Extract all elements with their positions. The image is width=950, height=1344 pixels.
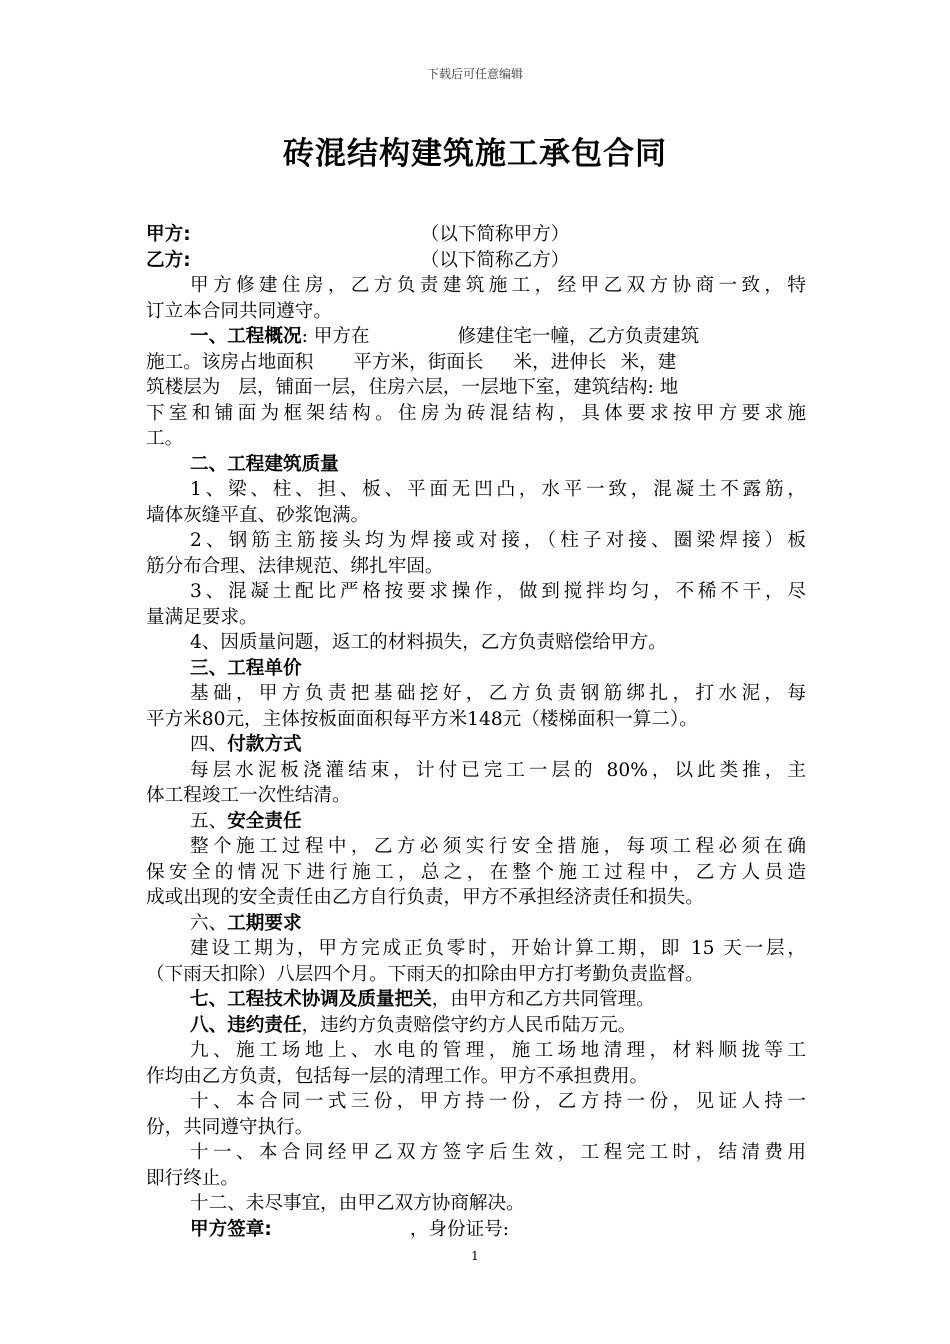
section-3-heading: 三、工程单价 <box>190 657 302 679</box>
section-3-line-1: 基础，甲方负责把基础挖好，乙方负责钢筋绑扎，打水泥，每 <box>190 683 806 704</box>
section-4-number: 四、 <box>190 734 228 755</box>
section-1-text: 层，铺面一层，住房六层，一层地下室，建筑结构: 地 <box>238 377 679 398</box>
section-6-line-1: 建设工期为，甲方完成正负零时，开始计算工期，即 15 天一层， <box>190 938 806 959</box>
section-3-line-2: 平方米80元，主体按板面面积每平方米148元（楼梯面积一算二）。 <box>146 708 698 730</box>
page-number: 1 <box>471 1249 479 1263</box>
signature-label: 甲方签章: <box>190 1218 272 1240</box>
section-2-item-2: 2、钢筋主筋接头均为焊接或对接，（柱子对接、圈梁焊接）板 <box>190 530 806 551</box>
section-5-line-2: 保安全的情况下进行施工，总之，在整个施工过程中，乙方人员造 <box>146 861 806 883</box>
section-8-heading: 八、违约责任 <box>190 1014 302 1036</box>
section-2-item-4: 4、因质量问题，返工的材料损失，乙方负责赔偿给甲方。 <box>190 632 667 653</box>
section-4-line-1: 每层水泥板浇灌结束，计付已完工一层的 80%，以此类推，主 <box>190 759 806 781</box>
signature-line <box>146 1217 806 1243</box>
section-10-line-2: 份，共同遵守执行。 <box>146 1116 314 1138</box>
section-2-item-1: 1、梁、柱、担、板、平面无凹凸，水平一致，混凝土不露筋， <box>190 479 806 500</box>
section-1-text: 筑楼层为 <box>146 377 221 398</box>
section-5-line-3: 成或出现的安全责任由乙方自行负责，甲方不承担经济责任和损失。 <box>146 887 704 908</box>
section-5-number: 五、 <box>190 810 228 832</box>
section-2-item-1-cont: 墙体灰缝平直、砂浆饱满。 <box>146 504 370 526</box>
contract-title: 砖混结构建筑施工承包合同 <box>283 136 667 172</box>
intro-line-2: 订立本合同共同遵守。 <box>146 300 332 322</box>
section-6-number: 六、 <box>190 912 228 934</box>
section-8-line <box>146 1013 806 1039</box>
contract-body <box>146 222 806 1242</box>
section-2-item-3: 3、混凝土配比严格按要求操作，做到搅拌均匀，不稀不干，尽 <box>190 581 806 602</box>
section-6-heading: 工期要求 <box>227 912 302 934</box>
section-1-line-2 <box>146 350 806 376</box>
section-1-text: 施工。该房占地面积 <box>146 351 314 373</box>
section-1-line-3 <box>146 375 806 401</box>
section-11-line-1: 十一、本合同经甲乙双方签字后生效，工程完工时，结清费用 <box>190 1142 806 1163</box>
section-2-item-3-cont: 量满足要求。 <box>146 606 258 628</box>
party-b-note: （以下简称乙方） <box>420 249 570 271</box>
section-8-text: ，违约方负责赔偿守约方人民币陆万元。 <box>301 1014 637 1036</box>
section-9-line-2: 作均由乙方负责，包括每一层的清理工作。甲方不承担费用。 <box>146 1065 649 1087</box>
section-4-heading-line <box>146 732 806 758</box>
header-note: 下载后可任意编辑 <box>426 67 523 81</box>
section-9-line-1: 九、施工场地上、水电的管理，施工场地清理，材料顺拢等工 <box>190 1040 806 1061</box>
section-1-text: 修建住宅一幢，乙方负责建筑 <box>457 326 700 347</box>
party-b-line <box>146 248 806 274</box>
section-1-line-4: 下室和铺面为框架结构。住房为砖混结构，具体要求按甲方要求施 <box>146 402 806 424</box>
section-5-heading: 安全责任 <box>227 810 302 832</box>
section-4-heading: 付款方式 <box>227 734 302 755</box>
section-7-heading: 七、工程技术协调及质量把关 <box>190 989 432 1010</box>
section-4-line-2: 体工程竣工一次性结清。 <box>146 785 351 806</box>
party-a-note: （以下简称甲方） <box>420 224 570 245</box>
section-11-line-2: 即行终止。 <box>146 1167 239 1189</box>
section-1-line-1 <box>146 324 806 350</box>
section-5-heading-line <box>146 809 806 835</box>
section-1-heading: 一、工程概况 <box>190 326 302 347</box>
section-2-item-2-cont: 筋分布合理、法律规范、绑扎牢固。 <box>146 555 444 577</box>
party-b-label: 乙方: <box>146 249 191 271</box>
id-number-label: ，身份证号: <box>409 1218 510 1240</box>
section-1-text: : 甲方在 <box>301 326 370 347</box>
section-1-text: 米，进伸长 <box>513 351 607 373</box>
section-7-line <box>146 987 806 1013</box>
section-10-line-1: 十、本合同一式三份，甲方持一份，乙方持一份，见证人持一 <box>190 1091 806 1112</box>
section-5-line-1: 整个施工过程中，乙方必须实行安全措施，每项工程必须在确 <box>190 836 806 857</box>
section-2-heading: 二、工程建筑质量 <box>190 453 339 475</box>
party-a-line <box>146 222 806 248</box>
section-1-line-5: 工。 <box>146 428 184 449</box>
section-12-line: 十二、未尽事宜，由甲乙双方协商解决。 <box>190 1193 525 1214</box>
party-a-label: 甲方: <box>146 224 191 245</box>
intro-line-1: 甲方修建住房，乙方负责建筑施工，经甲乙双方协商一致，特 <box>190 275 806 296</box>
section-6-heading-line <box>146 911 806 937</box>
section-1-text: 米，建 <box>620 351 677 373</box>
section-7-text: ，由甲方和乙方共同管理。 <box>431 989 655 1010</box>
section-6-line-2: （下雨天扣除）八层四个月。下雨天的扣除由甲方打考勤负责监督。 <box>146 963 704 985</box>
section-1-text: 平方米，街面长 <box>353 351 484 373</box>
